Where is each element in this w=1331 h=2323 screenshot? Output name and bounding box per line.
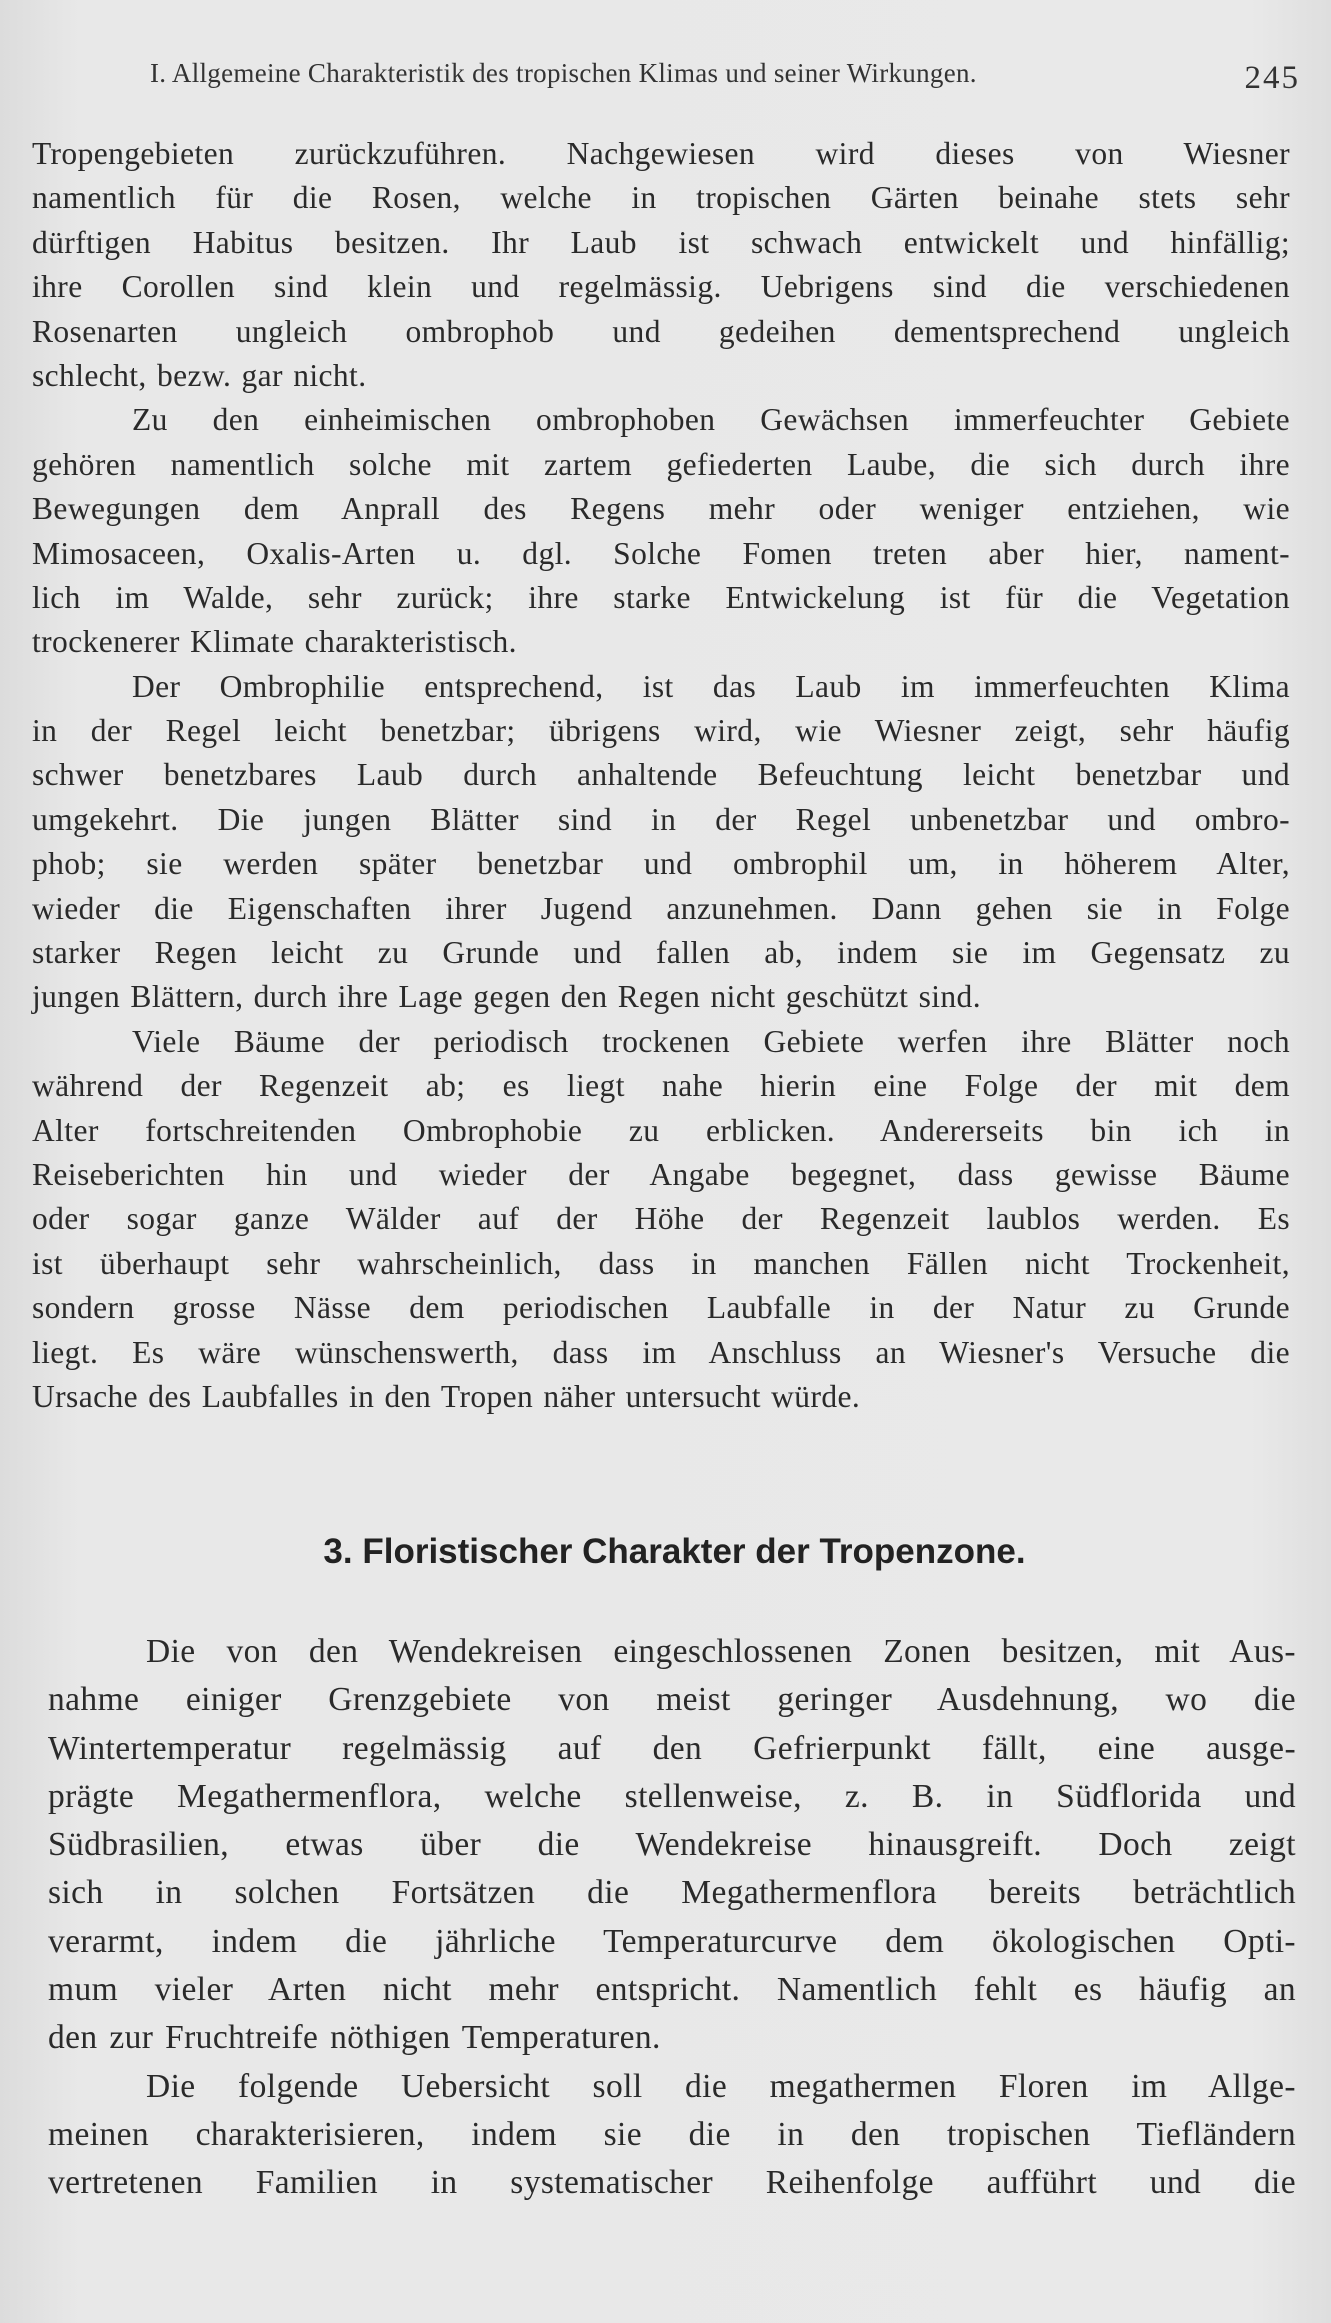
text-line: ihre Corollen sind klein und regelmässig. Uebrigens sind die verschiedenen — [32, 269, 1290, 305]
text-line: namentlich für die Rosen, welche in tropischen Gärten beinahe stets sehr — [32, 180, 1290, 216]
text-line: sondern grosse Nässe dem periodischen Laubfalle in der Natur zu Grunde — [32, 1290, 1290, 1326]
text-line: starker Regen leicht zu Grunde und fallen ab, indem sie im Gegensatz zu — [32, 935, 1290, 971]
text-line: phob; sie werden später benetzbar und ombrophil um, in höherem Alter, — [32, 846, 1290, 882]
text-line: schlecht, bezw. gar nicht. — [32, 357, 367, 393]
body-text-section-2 — [48, 1628, 1296, 2208]
running-header — [150, 52, 1300, 102]
text-line: meinen charakterisieren, indem sie die in den tropischen Tiefländern — [48, 2115, 1296, 2153]
text-line: liegt. Es wäre wünschenswerth, dass im Anschluss an Wiesner's Versuche die — [32, 1334, 1290, 1370]
text-line: wieder die Eigenschaften ihrer Jugend anzunehmen. Dann gehen sie in Folge — [32, 890, 1290, 926]
text-line: oder sogar ganze Wälder auf der Höhe der Regenzeit laublos werden. Es — [32, 1201, 1290, 1237]
text-line: Mimosaceen, Oxalis-Arten u. dgl. Solche Fomen treten aber hier, nament- — [32, 535, 1290, 571]
text-line: Bewegungen dem Anprall des Regens mehr oder weniger entziehen, wie — [32, 491, 1290, 527]
text-line: gehören namentlich solche mit zartem gefiederten Laube, die sich durch ihre — [32, 446, 1290, 482]
body-text-section-1 — [32, 132, 1290, 1419]
text-line: Alter fortschreitenden Ombrophobie zu erblicken. Andererseits bin ich in — [32, 1112, 1290, 1148]
text-line: verarmt, indem die jährliche Temperaturcurve dem ökologischen Opti- — [48, 1922, 1296, 1960]
page-number: 245 — [1244, 60, 1300, 96]
text-line: Die folgende Uebersicht soll die megathermen Floren im Allge- — [146, 2067, 1296, 2105]
text-line: während der Regenzeit ab; es liegt nahe hierin eine Folge der mit dem — [32, 1068, 1290, 1104]
text-line: Zu den einheimischen ombrophoben Gewächsen immerfeuchter Gebiete — [132, 402, 1290, 438]
text-line: Der Ombrophilie entsprechend, ist das Laub im immerfeuchten Klima — [132, 668, 1290, 704]
text-line: Viele Bäume der periodisch trockenen Gebiete werfen ihre Blätter noch — [132, 1023, 1290, 1059]
text-line: Südbrasilien, etwas über die Wendekreise hinausgreift. Doch zeigt — [48, 1826, 1296, 1864]
text-line: Reiseberichten hin und wieder der Angabe begegnet, dass gewisse Bäume — [32, 1156, 1290, 1192]
text-line: Ursache des Laubfalles in den Tropen näher untersucht würde. — [32, 1378, 861, 1414]
text-line: Rosenarten ungleich ombrophob und gedeihen dementsprechend ungleich — [32, 313, 1290, 349]
text-line: Wintertemperatur regelmässig auf den Gefrierpunkt fällt, eine ausge- — [48, 1729, 1296, 1767]
text-line: den zur Fruchtreife nöthigen Temperaturen. — [48, 2019, 661, 2057]
text-line: in der Regel leicht benetzbar; übrigens wird, wie Wiesner zeigt, sehr häufig — [32, 713, 1290, 749]
text-line: vertretenen Familien in systematischer Reihenfolge aufführt und die — [48, 2164, 1296, 2202]
text-line: prägte Megathermenflora, welche stellenweise, z. B. in Südflorida und — [48, 1777, 1296, 1815]
text-line: umgekehrt. Die jungen Blätter sind in der Regel unbenetzbar und ombro- — [32, 801, 1290, 837]
text-line: trockenerer Klimate charakteristisch. — [32, 624, 517, 660]
text-line: Tropengebieten zurückzuführen. Nachgewiesen wird dieses von Wiesner — [32, 136, 1290, 171]
text-line: nahme einiger Grenzgebiete von meist geringer Ausdehnung, wo die — [48, 1681, 1296, 1719]
text-line: mum vieler Arten nicht mehr entspricht. Namentlich fehlt es häufig an — [48, 1971, 1296, 2009]
text-line: dürftigen Habitus besitzen. Ihr Laub ist schwach entwickelt und hinfällig; — [32, 224, 1290, 260]
running-title: I. Allgemeine Charakteristik des tropischen Klimas und seiner Wirkungen. — [150, 58, 977, 88]
section-heading: 3. Floristischer Charakter der Tropenzone. — [323, 1532, 1026, 1571]
text-line: schwer benetzbares Laub durch anhaltende Befeuchtung leicht benetzbar und — [32, 757, 1290, 793]
text-line: jungen Blättern, durch ihre Lage gegen den Regen nicht geschützt sind. — [32, 979, 981, 1015]
text-line: ist überhaupt sehr wahrscheinlich, dass in manchen Fällen nicht Trockenheit, — [32, 1245, 1290, 1281]
text-line: sich in solchen Fortsätzen die Megathermenflora bereits beträchtlich — [48, 1874, 1296, 1912]
text-line: Die von den Wendekreisen eingeschlossenen Zonen besitzen, mit Aus- — [146, 1633, 1296, 1670]
text-line: lich im Walde, sehr zurück; ihre starke Entwickelung ist für die Vegetation — [32, 579, 1290, 615]
